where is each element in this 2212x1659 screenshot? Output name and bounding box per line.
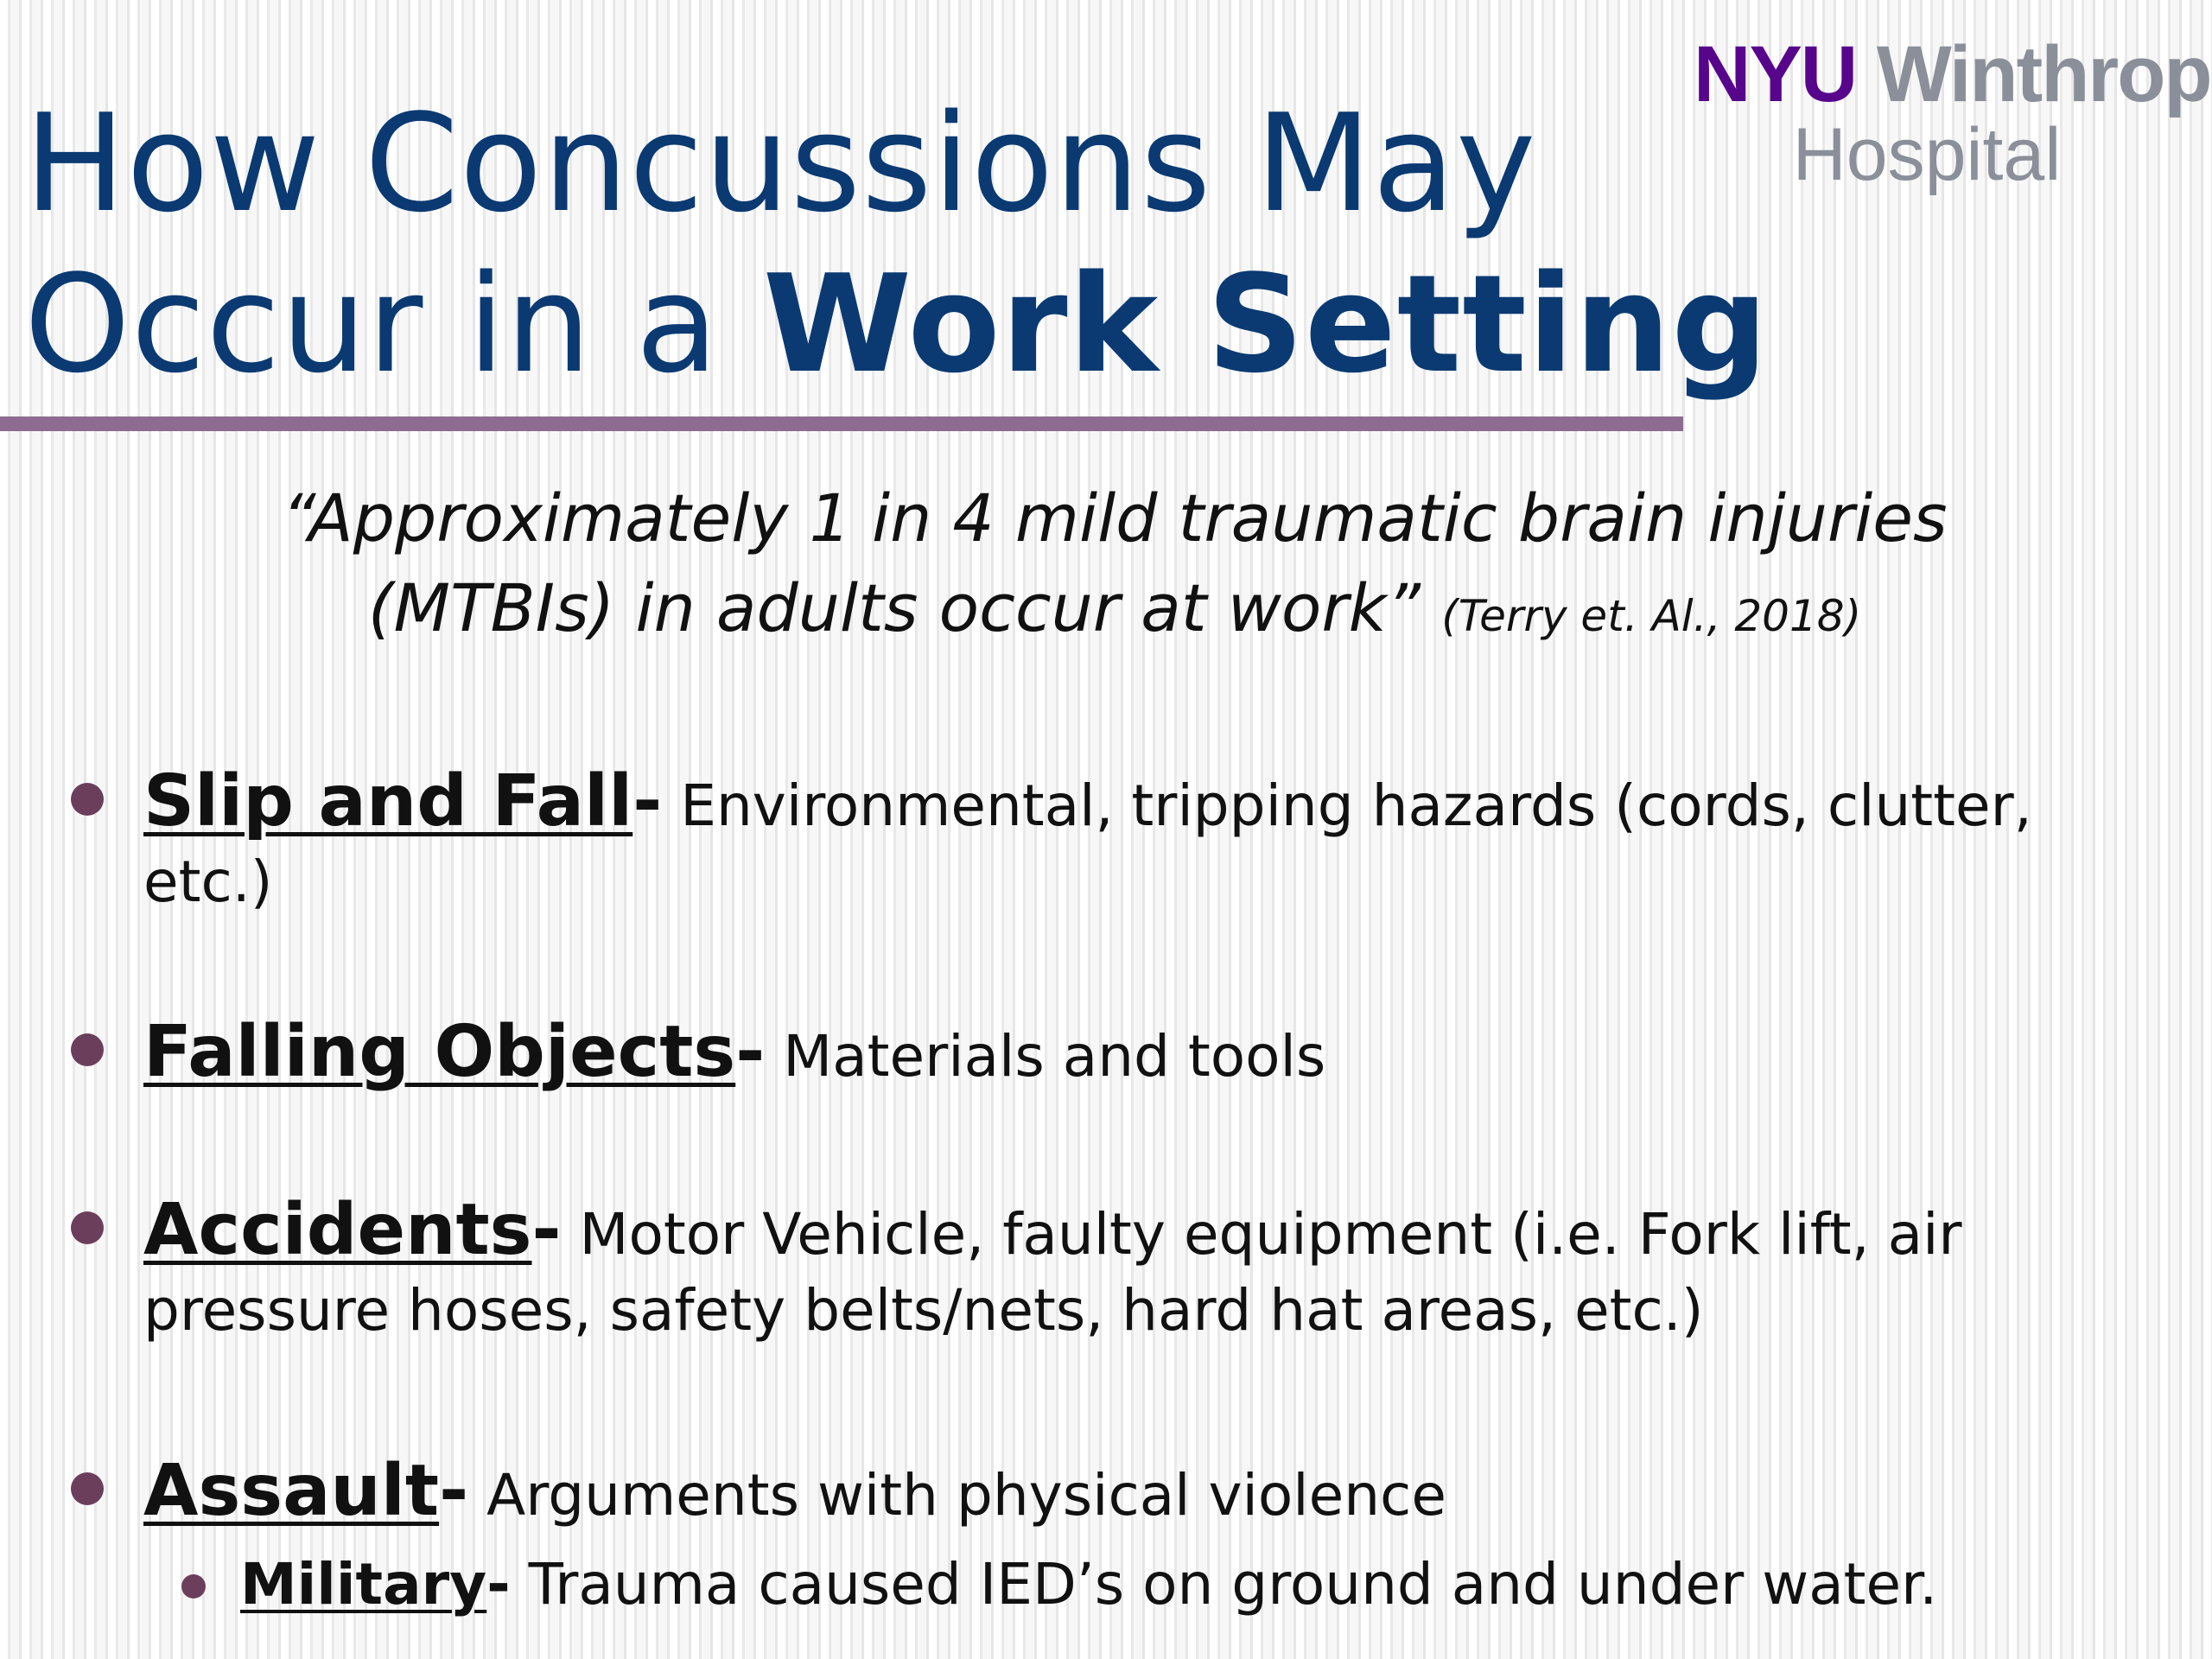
statistic-quote	[104, 474, 2126, 661]
list-item	[143, 1450, 2131, 1534]
bullet-dash: -	[531, 1189, 562, 1271]
quote-line-2-text: (MTBIs) in adults occur at work”	[367, 569, 1421, 646]
quote-citation: (Terry et. Al., 2018)	[1441, 591, 1862, 641]
list-item	[143, 760, 2131, 920]
sub-list-item	[240, 1547, 2184, 1623]
bullet-term: Falling Objects	[143, 1011, 736, 1093]
bullet-dot	[71, 783, 104, 816]
sub-bullet-dot	[181, 1574, 206, 1599]
bullet-dash: -	[632, 760, 663, 842]
bullet-dash: -	[735, 1011, 766, 1093]
logo-nyu-text: NYU	[1694, 30, 1857, 118]
sub-bullet-term: Military	[240, 1551, 487, 1618]
bullet-text: Environmental, tripping hazards (cords, clutter, etc.)	[143, 772, 2032, 915]
bullet-text: Arguments with physical violence	[468, 1462, 1446, 1529]
bullet-dash: -	[439, 1450, 469, 1532]
sub-bullet-text: Trauma caused IED’s on ground and under water.	[510, 1551, 1938, 1618]
title-divider	[0, 416, 1683, 431]
bullet-dot	[71, 1472, 104, 1505]
quote-line-2	[104, 563, 2126, 661]
bullet-term: Accidents	[143, 1189, 532, 1271]
bullet-term: Slip and Fall	[143, 760, 633, 842]
logo-hospital-text: Hospital	[1792, 113, 2062, 196]
sub-bullet-dash: -	[486, 1551, 511, 1618]
title-line-1: How Concussions May	[24, 85, 1537, 242]
title-line-2-bold: Work Setting	[762, 245, 1770, 403]
bullet-dot	[71, 1033, 104, 1066]
bullet-text: Materials and tools	[765, 1023, 1326, 1090]
quote-line-1: “Approximately 1 in 4 mild traumatic brain injuries	[282, 480, 1948, 556]
list-item	[143, 1011, 2131, 1095]
title-line-2-plain: Occur in a	[24, 245, 763, 403]
bullet-term: Assault	[143, 1450, 440, 1532]
slide-title	[24, 83, 1839, 404]
title-line-2	[24, 244, 1839, 404]
logo-winthrop-text: Winthrop	[1876, 30, 2211, 118]
bullet-text: Motor Vehicle, faulty equipment (i.e. Fork lift, air pressure hoses, safety belts/nets, hard hat areas, etc.)	[143, 1201, 1962, 1344]
list-item	[143, 1189, 2131, 1349]
bullet-dot	[71, 1211, 104, 1244]
